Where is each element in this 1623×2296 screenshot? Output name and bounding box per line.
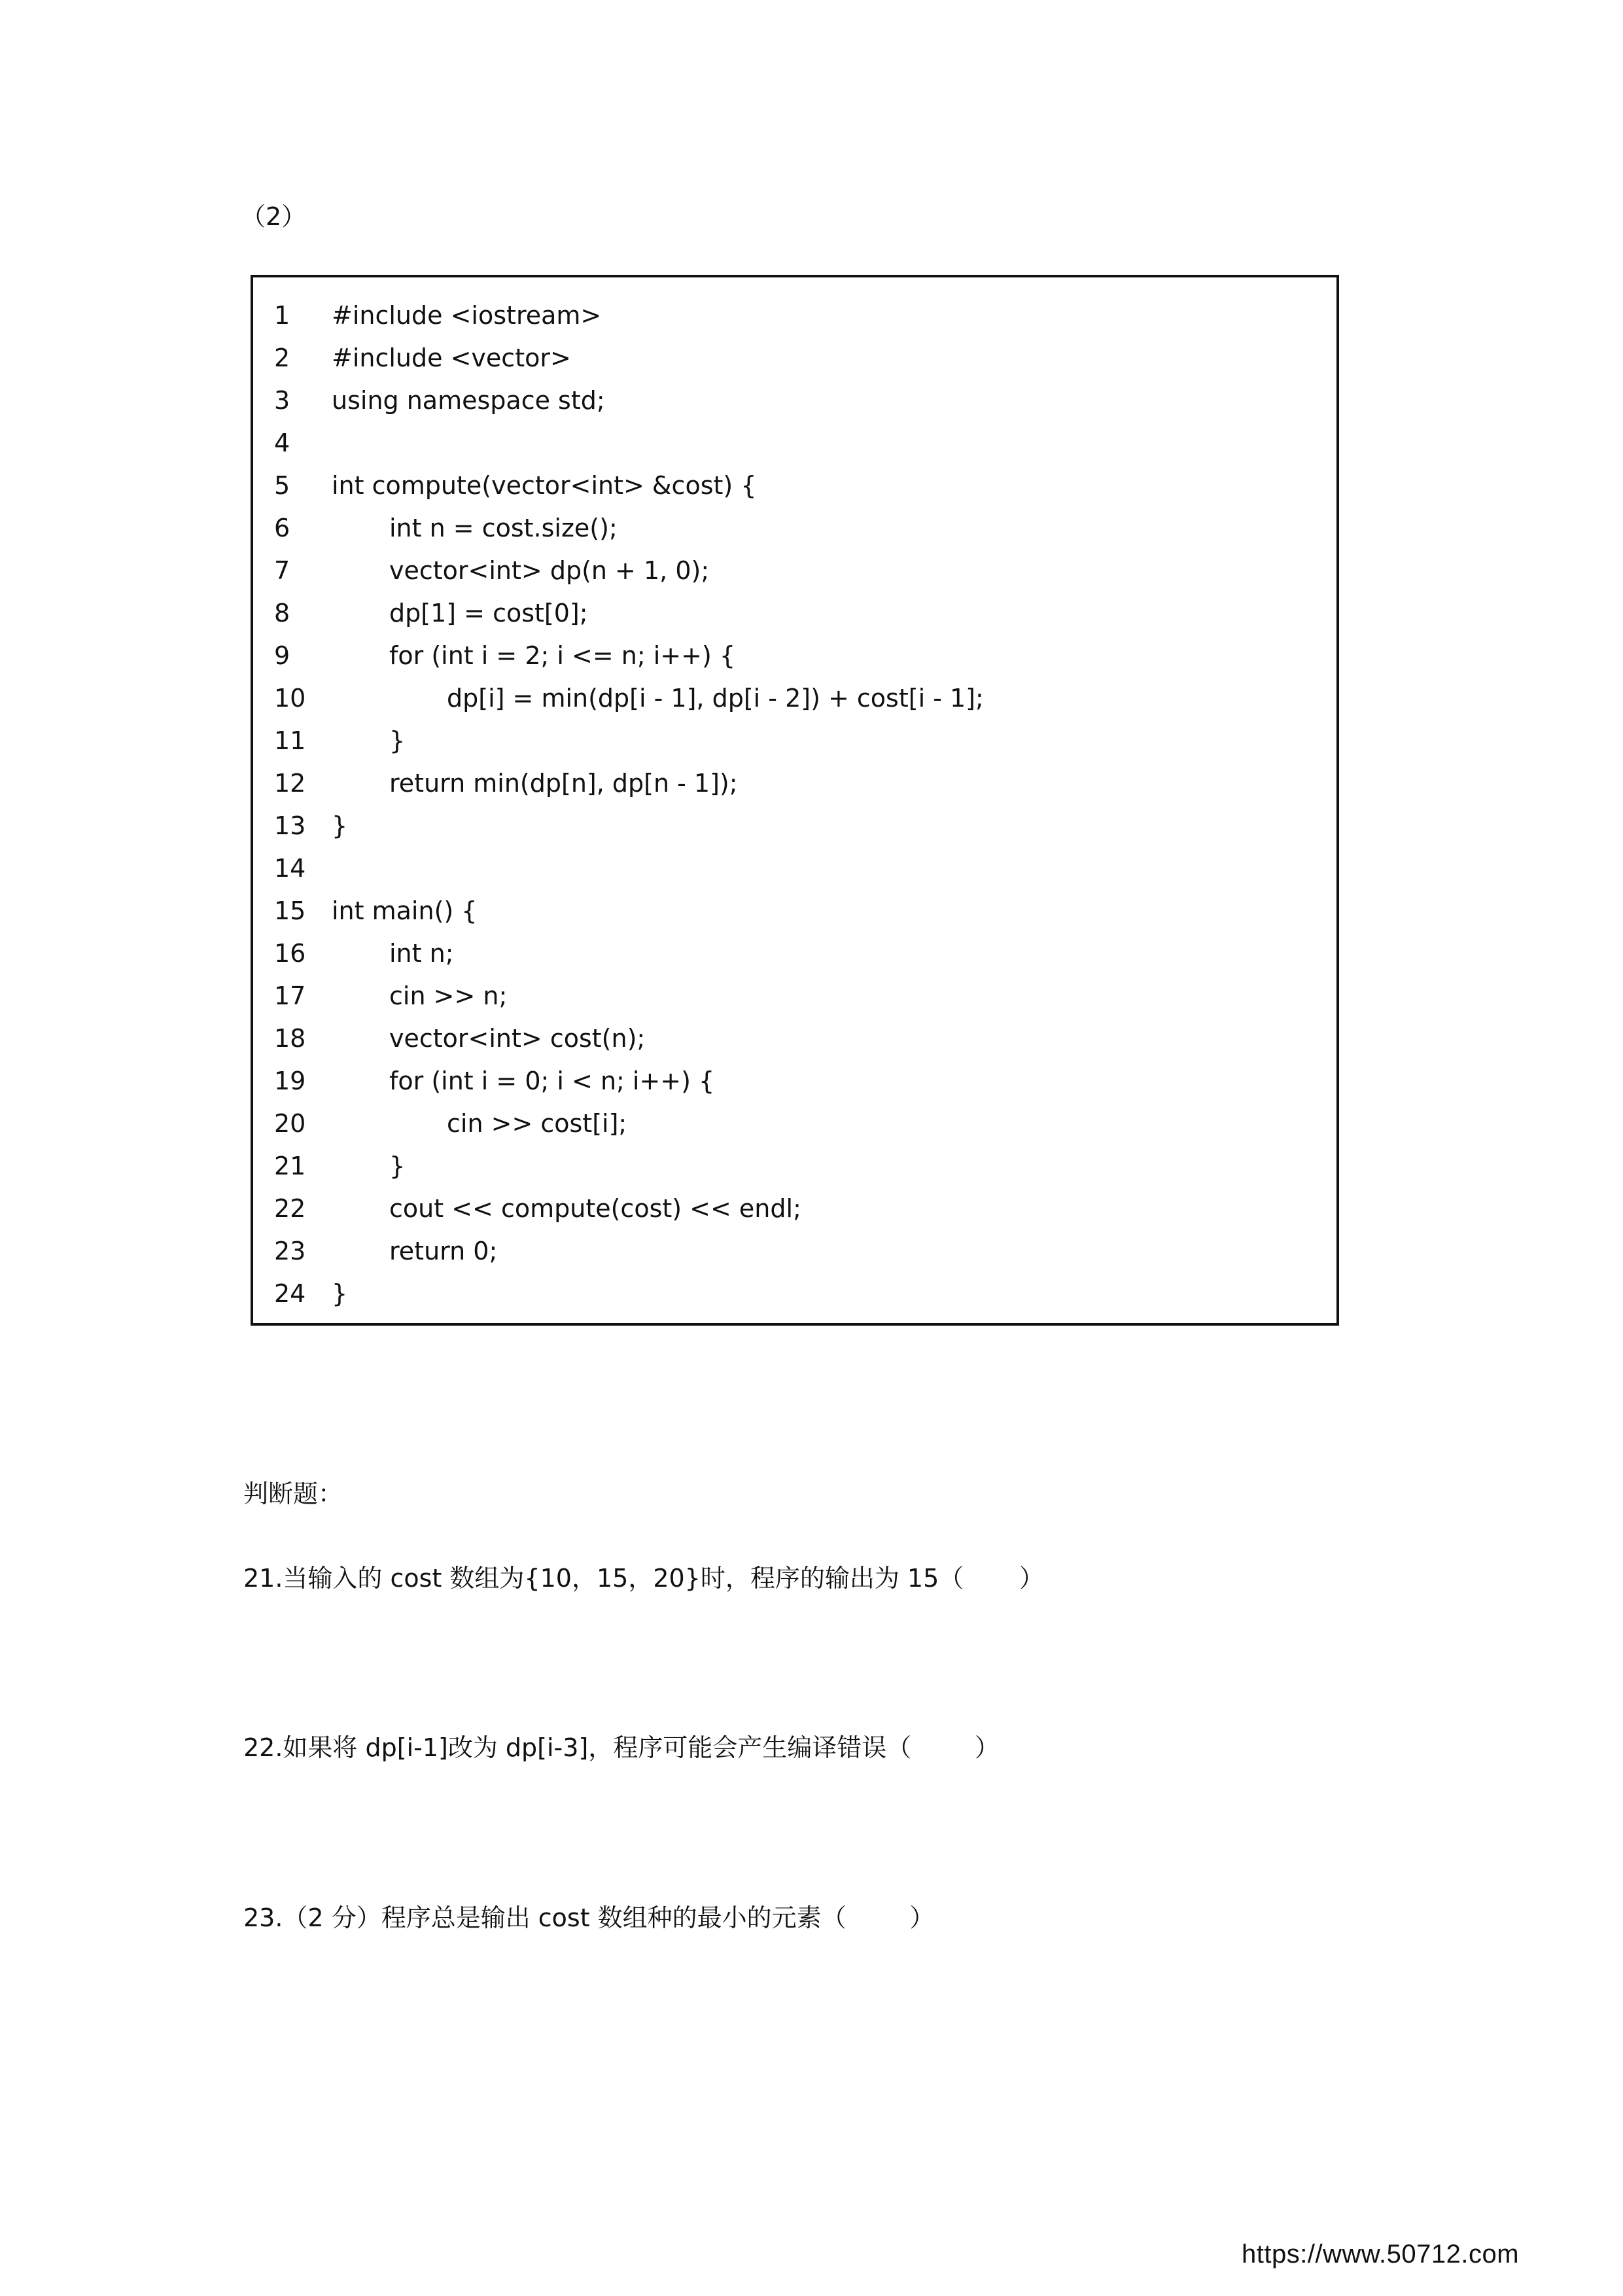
- code-text: vector<int> dp(n + 1, 0);: [389, 556, 710, 585]
- line-number: 1: [274, 301, 290, 330]
- line-number: 24: [274, 1279, 306, 1308]
- code-line: [274, 1060, 1323, 1103]
- line-number: 19: [274, 1067, 306, 1095]
- code-line: [274, 1017, 1323, 1060]
- line-number: 5: [274, 471, 290, 500]
- code-text: int compute(vector<int> &cost) {: [332, 471, 757, 500]
- line-number: 23: [274, 1237, 306, 1265]
- line-number: 20: [274, 1109, 306, 1138]
- code-text: #include <iostream>: [332, 301, 602, 330]
- code-text: using namespace std;: [332, 386, 605, 415]
- code-text: }: [332, 811, 348, 840]
- code-line: [274, 507, 1323, 550]
- code-text: for (int i = 2; i <= n; i++) {: [389, 641, 736, 670]
- code-line: [274, 975, 1323, 1017]
- line-number: 13: [274, 811, 306, 840]
- code-line: [274, 1273, 1323, 1315]
- code-text: }: [389, 726, 406, 755]
- code-text: int n;: [389, 939, 454, 968]
- line-number: 2: [274, 344, 290, 372]
- code-listing: [251, 275, 1339, 1326]
- footer-url[interactable]: https://www.50712.com: [1242, 2240, 1520, 2269]
- code-line: [274, 592, 1323, 635]
- code-text: cin >> cost[i];: [447, 1109, 627, 1138]
- line-number: 22: [274, 1194, 306, 1223]
- code-text: #include <vector>: [332, 344, 571, 372]
- code-line: [274, 337, 1323, 380]
- code-lines: [274, 294, 1323, 1315]
- judgment-heading: 判断题：: [243, 1479, 343, 1508]
- code-line: [274, 1145, 1323, 1188]
- line-number: 15: [274, 896, 306, 925]
- line-number: 12: [274, 769, 306, 798]
- code-line: [274, 720, 1323, 762]
- code-line: [274, 635, 1323, 677]
- code-line: [274, 422, 1323, 465]
- code-line: [274, 890, 1323, 932]
- question-22: 22.如果将 dp[i-1]改为 dp[i-3]，程序可能会产生编译错误（ ）: [243, 1733, 1000, 1762]
- code-text: cout << compute(cost) << endl;: [389, 1194, 801, 1223]
- line-number: 16: [274, 939, 306, 968]
- code-text: int n = cost.size();: [389, 514, 618, 542]
- question-21: 21.当输入的 cost 数组为{10，15，20}时，程序的输出为 15（ ）: [243, 1564, 1044, 1593]
- line-number: 14: [274, 854, 306, 883]
- code-text: return min(dp[n], dp[n - 1]);: [389, 769, 738, 798]
- code-line: [274, 1188, 1323, 1230]
- code-text: int main() {: [332, 896, 478, 925]
- code-text: dp[i] = min(dp[i - 1], dp[i - 2]) + cost[i - 1];: [447, 684, 984, 713]
- code-line: [274, 1103, 1323, 1145]
- code-line: [274, 1230, 1323, 1273]
- code-line: [274, 380, 1323, 422]
- code-line: [274, 465, 1323, 507]
- line-number: 3: [274, 386, 290, 415]
- code-line: [274, 805, 1323, 847]
- line-number: 8: [274, 599, 290, 627]
- line-number: 17: [274, 981, 306, 1010]
- line-number: 7: [274, 556, 290, 585]
- code-line: [274, 677, 1323, 720]
- line-number: 11: [274, 726, 306, 755]
- code-text: cin >> n;: [389, 981, 508, 1010]
- code-line: [274, 762, 1323, 805]
- line-number: 9: [274, 641, 290, 670]
- code-line: [274, 932, 1323, 975]
- code-text: return 0;: [389, 1237, 498, 1265]
- line-number: 18: [274, 1024, 306, 1053]
- code-text: for (int i = 0; i < n; i++) {: [389, 1067, 715, 1095]
- question-23: 23.（2 分）程序总是输出 cost 数组种的最小的元素（ ）: [243, 1903, 935, 1932]
- line-number: 10: [274, 684, 306, 713]
- section-label: （2）: [241, 202, 307, 231]
- code-line: [274, 294, 1323, 337]
- code-line: [274, 847, 1323, 890]
- line-number: 21: [274, 1152, 306, 1180]
- line-number: 4: [274, 429, 290, 457]
- code-text: }: [389, 1152, 406, 1180]
- code-text: vector<int> cost(n);: [389, 1024, 646, 1053]
- line-number: 6: [274, 514, 290, 542]
- code-text: dp[1] = cost[0];: [389, 599, 588, 627]
- code-text: }: [332, 1279, 348, 1308]
- code-line: [274, 550, 1323, 592]
